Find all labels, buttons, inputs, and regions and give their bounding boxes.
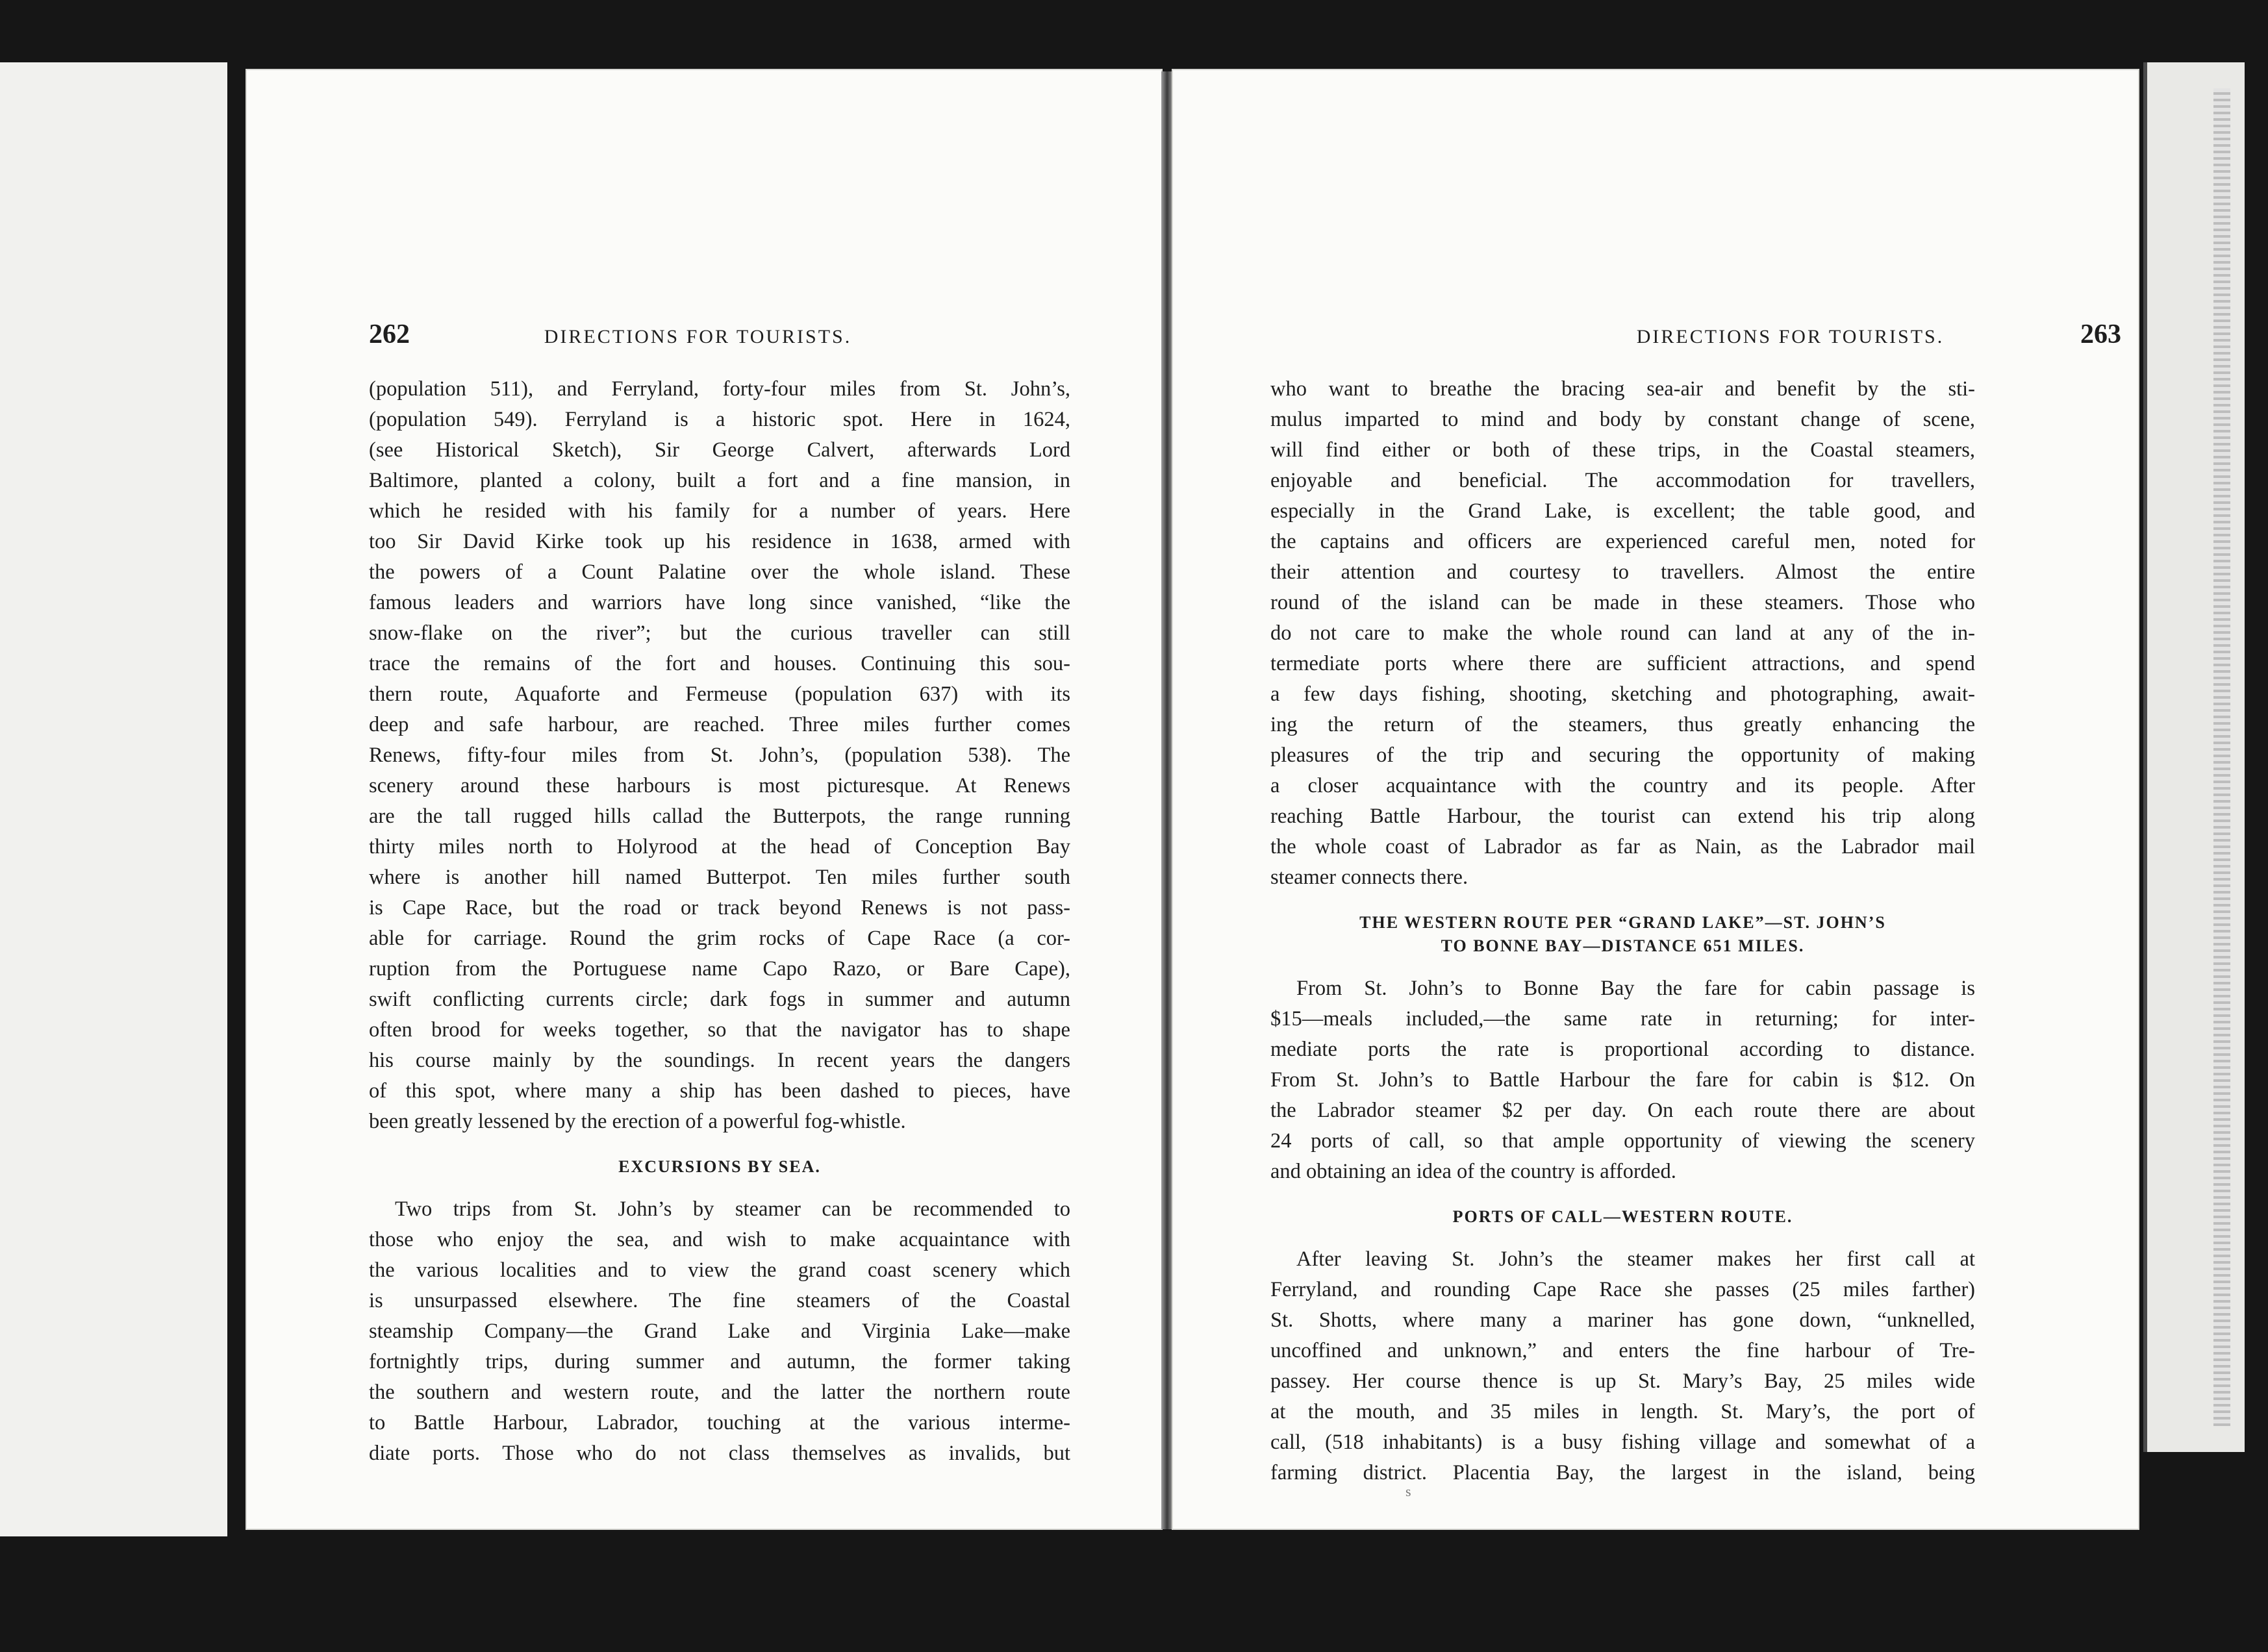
text-line: Renews, fifty-four miles from St. John’s, (population 538). The (369, 744, 1070, 767)
text-line: snow-flake on the river”; but the curious traveller can still (369, 621, 1070, 645)
text-line: Baltimore, planted a colony, built a fort and a fine mansion, in (369, 469, 1070, 492)
text-line: scenery around these harbours is most picturesque. At Renews (369, 774, 1070, 797)
text-line: Ferryland, and rounding Cape Race she passes (25 miles farther) (1270, 1278, 1975, 1301)
heading-text: EXCURSIONS BY SEA. (618, 1157, 821, 1176)
text-line: famous leaders and warriors have long since vanished, “like the (369, 591, 1070, 614)
running-head-title: DIRECTIONS FOR TOURISTS. (1636, 326, 1945, 347)
text-line: mulus imparted to mind and body by constant change of scene, (1270, 408, 1975, 431)
right-page (1172, 69, 2139, 1530)
text-line: termediate ports where there are sufficient attractions, and spend (1270, 652, 1975, 675)
left-page (246, 69, 1163, 1530)
text-line: those who enjoy the sea, and wish to make acquaintance with (369, 1228, 1070, 1251)
text-line: a closer acquaintance with the country and its people. After (1270, 774, 1975, 797)
text-line: thirty miles north to Holyrood at the head of Conception Bay (369, 835, 1070, 858)
text-line: to Battle Harbour, Labrador, touching at the various interme- (369, 1411, 1070, 1434)
text-line: is unsurpassed elsewhere. The fine steamers of the Coastal (369, 1289, 1070, 1312)
text-line: Two trips from St. John’s by steamer can be recommended to (395, 1197, 1070, 1221)
text-line: do not care to make the whole round can land at any of the in- (1270, 621, 1975, 645)
text-line: especially in the Grand Lake, is excellent; the table good, and (1270, 499, 1975, 523)
text-line: too Sir David Kirke took up his residence in 1638, armed with (369, 530, 1070, 553)
text-line: pleasures of the trip and securing the opportunity of making (1270, 744, 1975, 767)
text-line: the various localities and to view the grand coast scenery which (369, 1258, 1070, 1282)
text-line: which he resided with his family for a number of years. Here (369, 499, 1070, 523)
text-line: (population 511), and Ferryland, forty-four miles from St. John’s, (369, 377, 1070, 401)
text-line: swift conflicting currents circle; dark fogs in summer and autumn (369, 988, 1070, 1011)
text-line: reaching Battle Harbour, the tourist can extend his trip along (1270, 805, 1975, 828)
text-line: ing the return of the steamers, thus greatly enhancing the (1270, 713, 1975, 736)
text-line: his course mainly by the soundings. In recent years the dangers (369, 1049, 1070, 1072)
text-line: From St. John’s to Bonne Bay the fare for cabin passage is (1296, 977, 1975, 1000)
text-line: round of the island can be made in these steamers. Those who (1270, 591, 1975, 614)
text-line: are the tall rugged hills callad the Butterpots, the range running (369, 805, 1070, 828)
text-line: diate ports. Those who do not class themselves as invalids, but (369, 1442, 1070, 1465)
text-line: steamship Company—the Grand Lake and Virginia Lake—make (369, 1320, 1070, 1343)
page-number: 262 (369, 319, 410, 349)
section-heading-excursions (369, 1155, 1070, 1179)
heading-text: PORTS OF CALL—WESTERN ROUTE. (1452, 1207, 1793, 1226)
text-line: thern route, Aquaforte and Fermeuse (population 637) with its (369, 682, 1070, 706)
text-line: and obtaining an idea of the country is afforded. (1270, 1160, 1676, 1183)
section-heading-ports-of-call (1270, 1205, 1975, 1229)
text-line: the captains and officers are experienced careful men, noted for (1270, 530, 1975, 553)
text-line: After leaving St. John’s the steamer makes her first call at (1296, 1247, 1975, 1271)
text-line: uncoffined and unknown,” and enters the fine harbour of Tre- (1270, 1339, 1975, 1362)
text-line: (population 549). Ferryland is a historic spot. Here in 1624, (369, 408, 1070, 431)
page-stack-edge (2213, 88, 2230, 1426)
adjacent-page-right-edge (2143, 62, 2245, 1452)
text-line: the powers of a Count Palatine over the whole island. These (369, 560, 1070, 584)
heading-text: THE WESTERN ROUTE PER “GRAND LAKE”—ST. JOHN’S (1359, 913, 1886, 932)
text-line: is Cape Race, but the road or track beyond Renews is not pass- (369, 896, 1070, 920)
text-line: will find either or both of these trips, in the Coastal steamers, (1270, 438, 1975, 462)
text-line: the Labrador steamer $2 per day. On each route there are about (1270, 1099, 1975, 1122)
signature-mark: s (1405, 1483, 1411, 1499)
text-line: the southern and western route, and the latter the northern route (369, 1381, 1070, 1404)
left-text-block (369, 374, 1070, 1469)
text-line: ruption from the Portuguese name Capo Razo, or Bare Cape), (369, 957, 1070, 981)
right-running-head (1461, 319, 2121, 350)
text-line: enjoyable and beneficial. The accommodation for travellers, (1270, 469, 1975, 492)
running-head-title: DIRECTIONS FOR TOURISTS. (544, 326, 852, 347)
text-line: call, (518 inhabitants) is a busy fishing village and somewhat of a (1270, 1431, 1975, 1454)
text-line: $15—meals included,—the same rate in returning; for inter- (1270, 1007, 1975, 1031)
text-line: their attention and courtesy to travellers. Almost the entire (1270, 560, 1975, 584)
text-line: 24 ports of call, so that ample opportunity of viewing the scenery (1270, 1129, 1975, 1153)
text-line: often brood for weeks together, so that the navigator has to shape (369, 1018, 1070, 1042)
text-line: of this spot, where many a ship has been dashed to pieces, have (369, 1079, 1070, 1103)
text-line: (see Historical Sketch), Sir George Calvert, afterwards Lord (369, 438, 1070, 462)
text-line: been greatly lessened by the erection of a powerful fog-whistle. (369, 1110, 906, 1133)
text-line: who want to breathe the bracing sea-air and benefit by the sti- (1270, 377, 1975, 401)
text-line: passey. Her course thence is up St. Mary’s Bay, 25 miles wide (1270, 1370, 1975, 1393)
text-line: the whole coast of Labrador as far as Nain, as the Labrador mail (1270, 835, 1975, 858)
page-number: 263 (2080, 319, 2121, 349)
text-line: farming district. Placentia Bay, the largest in the island, being (1270, 1461, 1975, 1484)
heading-text: TO BONNE BAY—DISTANCE 651 MILES. (1441, 936, 1805, 955)
adjacent-page-left-edge (0, 62, 227, 1536)
text-line: deep and safe harbour, are reached. Three miles further comes (369, 713, 1070, 736)
text-line: From St. John’s to Battle Harbour the fare for cabin is $12. On (1270, 1068, 1975, 1092)
right-text-block (1270, 374, 1975, 1488)
text-line: able for carriage. Round the grim rocks of Cape Race (a cor- (369, 927, 1070, 950)
text-line: where is another hill named Butterpot. Ten miles further south (369, 866, 1070, 889)
text-line: mediate ports the rate is proportional according to distance. (1270, 1038, 1975, 1061)
text-line: fortnightly trips, during summer and autumn, the former taking (369, 1350, 1070, 1373)
text-line: at the mouth, and 35 miles in length. St. Mary’s, the port of (1270, 1400, 1975, 1423)
text-line: a few days fishing, shooting, sketching and photographing, await- (1270, 682, 1975, 706)
left-running-head (369, 319, 1025, 350)
section-heading-western-route (1270, 911, 1975, 958)
text-line: steamer connects there. (1270, 866, 1468, 889)
text-line: trace the remains of the fort and houses. Continuing this sou- (369, 652, 1070, 675)
text-line: St. Shotts, where many a mariner has gone down, “unknelled, (1270, 1308, 1975, 1332)
